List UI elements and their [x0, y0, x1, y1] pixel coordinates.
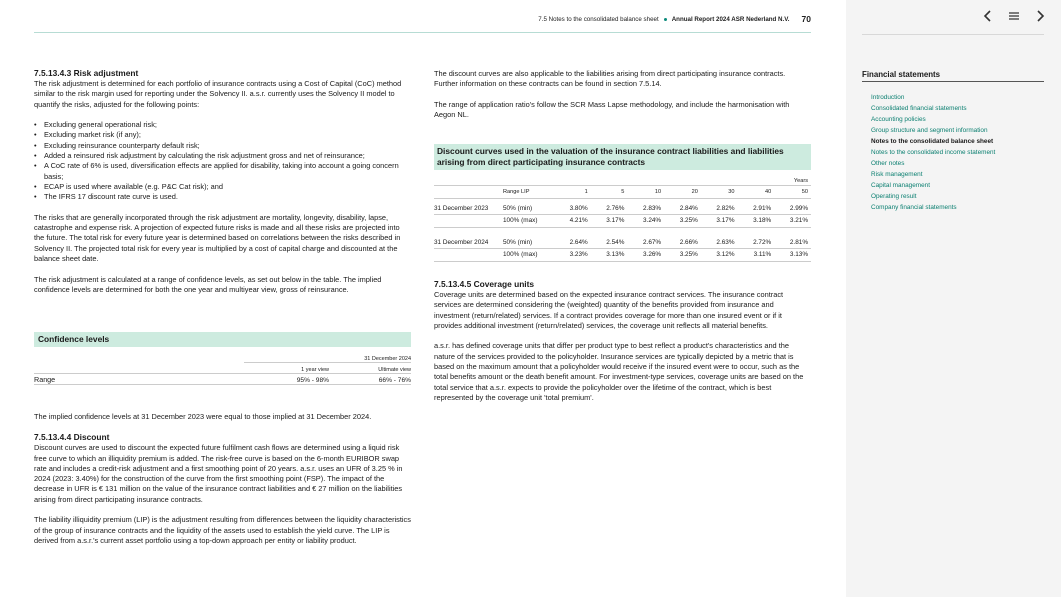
risk-adjustment-paragraph: The risk adjustment is determined for each portfolio of insurance contracts using a Cost of Capital (CoC) method similar to the risk margin used for reporting under the Solvency II. a.s.r. currently uses the Solvency II model to quantify the risks, adjusted for the following points: — [34, 79, 402, 109]
sidebar-divider — [862, 34, 1044, 35]
table-cell: 2.54% — [591, 237, 628, 249]
sidebar-item-consolidated-financial-statements[interactable]: Consolidated financial statements — [871, 105, 967, 112]
confidence-intro-paragraph: The risk adjustment is calculated at a range of confidence levels, as set out below in the table. The implied confidence levels are determined for both the one year and multiyear view, gross of reinsurance. — [34, 274, 382, 294]
discount-curves-table-title: Discount curves used in the valuation of the insurance contract liabilities and liabilities arising from direct participating insurance contracts — [434, 144, 811, 170]
row-range: 100% (max) — [503, 215, 554, 228]
table-cell: 2.91% — [738, 203, 775, 215]
header-section[interactable]: 7.5 Notes to the consolidated balance sheet — [538, 15, 659, 23]
confidence-col-ultimate: Ultimate view — [329, 363, 411, 374]
table-cell: 3.25% — [664, 249, 701, 262]
table-cell: 2.76% — [591, 203, 628, 215]
row-range: 50% (min) — [503, 203, 554, 215]
confidence-levels-table — [34, 352, 411, 385]
sidebar-item-introduction[interactable]: Introduction — [871, 94, 905, 101]
row-range: 50% (min) — [503, 237, 554, 249]
table-cell: 3.25% — [664, 215, 701, 228]
sidebar-item-other-notes[interactable]: Other notes — [871, 160, 905, 167]
sidebar-title-underline — [862, 81, 1044, 82]
sidebar-item-notes-balance-sheet[interactable]: Notes to the consolidated balance sheet — [871, 138, 994, 145]
dot-separator-icon — [664, 18, 667, 21]
right-column-bottom — [434, 279, 811, 414]
list-item: • Added a reinsured risk adjustment by calculating the risk adjustment gross and net of reinsurance; — [44, 151, 411, 161]
menu-icon[interactable] — [1007, 9, 1021, 26]
running-header — [538, 14, 811, 24]
coverage-units-heading: 7.5.13.4.5 Coverage units — [434, 279, 535, 289]
table-cell: 3.17% — [591, 215, 628, 228]
sidebar-item-operating-result[interactable]: Operating result — [871, 193, 917, 200]
table-cell: 3.21% — [774, 215, 811, 228]
discount-curves-paragraph: The discount curves are also applicable to the liabilities arising from direct participating insurance contracts. Further information on these contracts can be found in section 7.5.14. — [434, 69, 786, 89]
coverage-paragraph-1: Coverage units are determined based on the expected insurance contract services. The insurance contract services are determined considering the (weighted) quantity of the benefits provided from insurance and investment (return/related) services. If a contract provides coverage for more than one insured event or if it provides additional investment (return/related) services, the coverage unit reflects all material benefits. — [434, 290, 784, 330]
confidence-ultimate-value: 66% - 76% — [329, 374, 411, 385]
table-header: 20 — [664, 186, 701, 199]
sidebar-item-capital-management[interactable]: Capital management — [871, 182, 930, 189]
risk-adjustment-bullets — [34, 120, 411, 202]
table-header: 50 — [774, 186, 811, 199]
page-number: 70 — [801, 14, 811, 24]
table-cell: 4.21% — [554, 215, 591, 228]
row-date — [434, 215, 503, 228]
list-item: • Excluding market risk (if any); — [44, 130, 411, 140]
risk-adjustment-heading: 7.5.13.4.3 Risk adjustment — [34, 68, 139, 78]
discount-curves-table — [434, 176, 811, 262]
years-label: Years — [793, 177, 808, 184]
row-date: 31 December 2024 — [434, 237, 503, 249]
table-header: Range LIP — [503, 186, 554, 199]
chevron-left-icon[interactable] — [982, 9, 994, 26]
header-divider — [34, 32, 811, 33]
table-row — [434, 203, 811, 215]
sidebar-item-company-financial-statements[interactable]: Company financial statements — [871, 204, 957, 211]
navigation-sidebar — [846, 0, 1061, 597]
table-cell: 3.80% — [554, 203, 591, 215]
table-cell: 3.24% — [627, 215, 664, 228]
confidence-col-1-year: 1 year view — [244, 363, 329, 374]
chevron-right-icon[interactable] — [1034, 9, 1046, 26]
list-item: • Excluding general operational risk; — [44, 120, 411, 130]
row-range: 100% (max) — [503, 249, 554, 262]
risks-paragraph: The risks that are generally incorporated through the risk adjustment are mortality, longevity, disability, lapse, catastrophe and expense risk. A projection of expected future risks is made and all these risks are projected into the future. The total risk for every future year is determined based on correlations between the risks described in Solvency II. The projected total risk for every year is multiplied by a cost of capital charge and discounted at the balance sheet date. — [34, 212, 401, 264]
table-cell: 3.11% — [738, 249, 775, 262]
table-cell: 2.82% — [701, 203, 738, 215]
sidebar-title[interactable]: Financial statements — [862, 70, 941, 79]
left-column-bottom — [34, 412, 411, 557]
application-ratio-paragraph: The range of application ratio's follow the SCR Mass Lapse methodology, and include the harmonisation with Aegon NL. — [434, 99, 790, 120]
table-cell: 3.13% — [591, 249, 628, 262]
discount-paragraph-2: The liability illiquidity premium (LIP) is the adjustment resulting from differences between the liquidity characteristics of the group of insurance contracts and the liquidity of the assets used to establish the yield curve. The LIP is derived from a.s.r.'s current asset portfolio using a top-down approach per entity or liability product. — [34, 515, 411, 545]
table-cell: 2.66% — [664, 237, 701, 249]
confidence-levels-title: Confidence levels — [34, 332, 411, 347]
page-navigation — [982, 9, 1046, 26]
sidebar-item-risk-management[interactable]: Risk management — [871, 171, 923, 178]
table-header: 40 — [738, 186, 775, 199]
table-header: 5 — [591, 186, 628, 199]
sidebar-item-notes-income-statement[interactable]: Notes to the consolidated income statement — [871, 149, 996, 156]
confidence-1-year-value: 95% - 98% — [244, 374, 329, 385]
table-cell: 3.26% — [627, 249, 664, 262]
list-item: • ECAP is used where available (e.g. P&C Cat risk); and — [44, 182, 411, 192]
coverage-paragraph-2: a.s.r. has defined coverage units that differ per product type to best reflect a product's characteristics and the nature of the services provided to the policyholder. Insurance services are typically depicted by a metric that is based on the maximum amount that a policyholder would receive if the insured event were to occur, such as the total benefits amount or the death benefit amount. For investment-type services, coverage units are based on the total service that a.s.r. expects to provide the policyholder over the lifetime of the contract, which is best represented by the coverage unit 'total premium'. — [434, 341, 804, 402]
sidebar-nav-list — [871, 92, 995, 213]
table-header: 1 — [554, 186, 591, 199]
discount-paragraph-1: Discount curves are used to discount the expected future fulfilment cash flows are determined using a liquid risk free curve to which an illiquidity premium is added. The risk-free curve is based on the 6-month EURIBOR swap rate and includes a credit-risk adjustment and a first smoothing point of 20 years. a.s.r. uses an UFR of 3.25 % in 2024 (2023: 3.40%) for the construction of the curve from the first smoothing point (FSP). The impact of the decrease in UFR is € 131 million on the value of the insurance contract liabilities and € 27 million on the liabilities arising from direct participating insurance contracts. — [34, 443, 403, 504]
table-cell: 2.83% — [627, 203, 664, 215]
sidebar-item-accounting-policies[interactable]: Accounting policies — [871, 116, 926, 123]
table-header: 30 — [701, 186, 738, 199]
list-item: • A CoC rate of 6% is used, diversification effects are applied for disability, taking into account a going concern basis; — [44, 161, 411, 182]
table-cell: 2.63% — [701, 237, 738, 249]
table-header: 10 — [627, 186, 664, 199]
table-cell: 2.81% — [774, 237, 811, 249]
header-report-title: Annual Report 2024 ASR Nederland N.V. — [671, 15, 790, 23]
table-cell: 3.13% — [774, 249, 811, 262]
table-row — [434, 237, 811, 249]
table-row — [434, 249, 811, 262]
table-row — [434, 215, 811, 228]
row-date — [434, 249, 503, 262]
table-cell: 2.84% — [664, 203, 701, 215]
list-item: • Excluding reinsurance counterparty default risk; — [44, 141, 411, 151]
left-column-top — [34, 68, 411, 306]
table-cell: 3.12% — [701, 249, 738, 262]
implied-note: The implied confidence levels at 31 December 2023 were equal to those implied at 31 December 2024. — [34, 412, 372, 421]
table-cell: 2.64% — [554, 237, 591, 249]
discount-heading: 7.5.13.4.4 Discount — [34, 432, 110, 443]
confidence-row-label: Range — [34, 374, 244, 385]
list-item: • The IFRS 17 discount rate curve is used. — [44, 192, 411, 202]
table-cell: 2.72% — [738, 237, 775, 249]
table-cell: 3.18% — [738, 215, 775, 228]
sidebar-item-group-structure[interactable]: Group structure and segment information — [871, 127, 988, 134]
right-column-top — [434, 69, 811, 131]
table-cell: 2.67% — [627, 237, 664, 249]
table-cell: 2.99% — [774, 203, 811, 215]
row-date: 31 December 2023 — [434, 203, 503, 215]
table-cell: 3.23% — [554, 249, 591, 262]
table-cell: 3.17% — [701, 215, 738, 228]
confidence-date-header: 31 December 2024 — [244, 352, 411, 363]
